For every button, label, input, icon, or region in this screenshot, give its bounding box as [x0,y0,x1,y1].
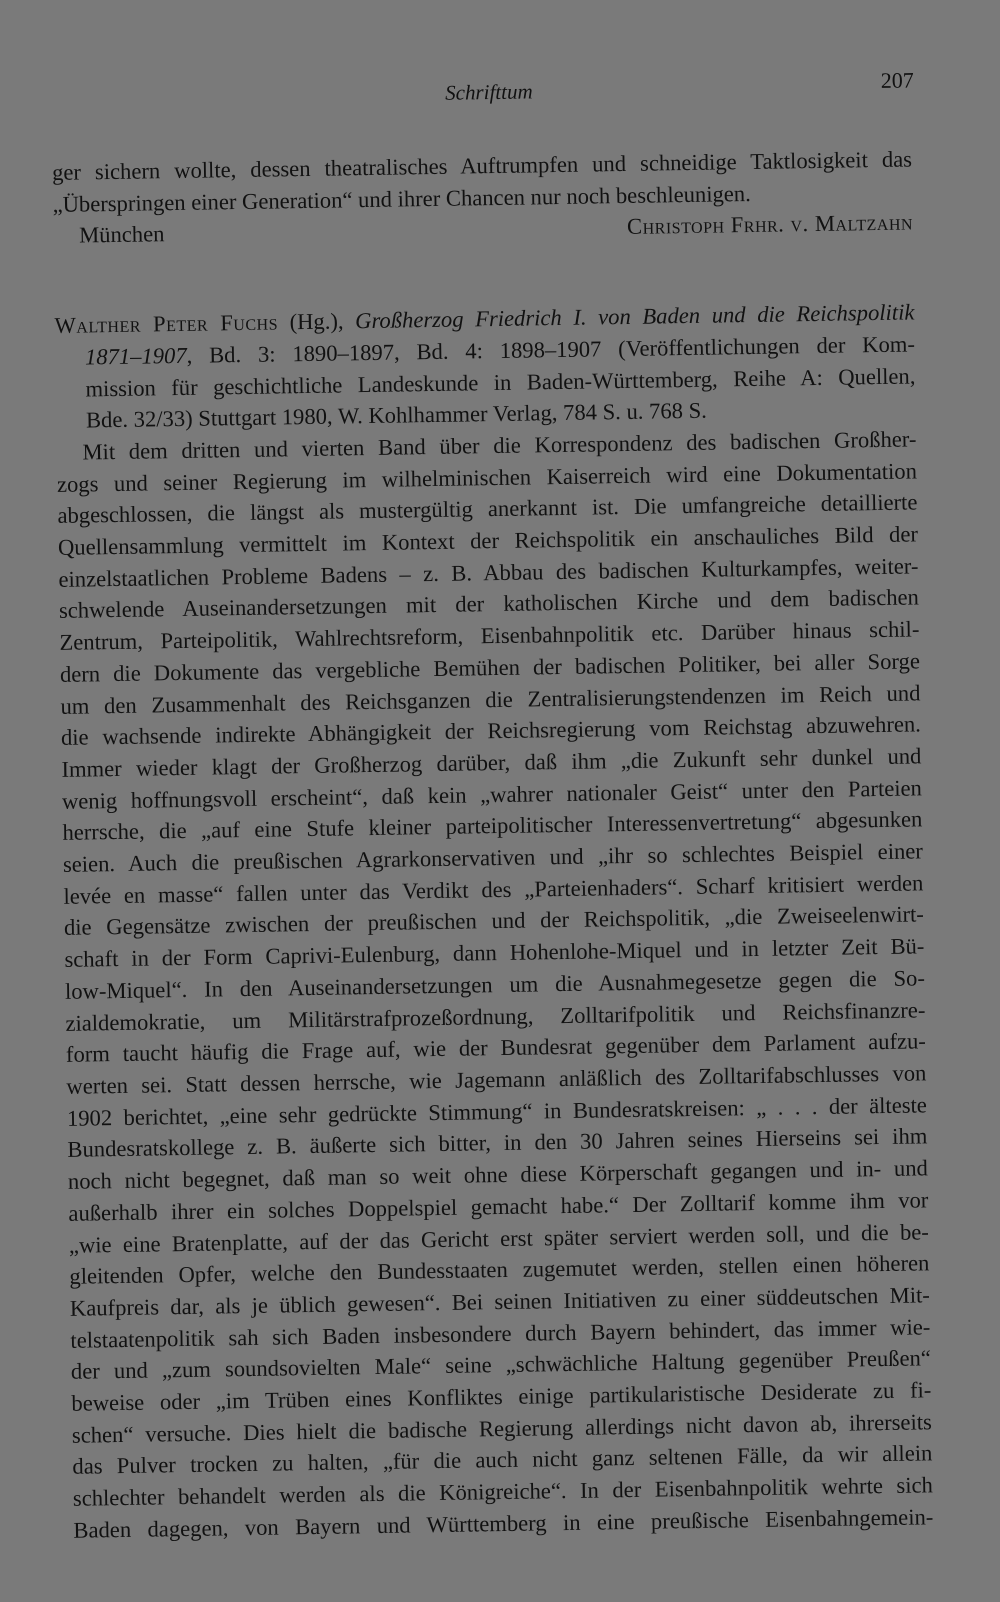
citation-title-years: 1871–1907 [84,342,187,370]
paragraph-line: das Pulver trocken zu halten, „für die auch nicht ganz seltenen Fälle, da wir allein [72,1440,933,1480]
paragraph-line: abgeschlossen, die längst als mustergültig anerkannt ist. Die umfangreiche detaillierte [57,489,918,529]
paragraph-line: um den Zusammenhalt des Reichsganzen die Zentralisierungstendenzen im Reich und [60,679,921,719]
page-number: 207 [880,67,914,93]
paragraph-line: Zentrum, Parteipolitik, Wahlrechtsreform, Eisenbahnpolitik etc. Darüber hinaus schil- [59,616,920,656]
citation [54,297,916,437]
paragraph-line: dern die Dokumente das vergebliche Bemühen der badischen Politiker, bei aller Sorge [59,648,921,687]
paragraph-line: beweise oder „im Trüben eines Konfliktes einige partikularistische Desiderate zu fi- [71,1377,932,1416]
paragraph-line: der und „zum soundsovielten Male“ seine „schwächliche Haltung gegenüber Preußen“ [70,1345,932,1385]
review-end-line: ger sichern wollte, dessen theatralisches Auftrumpfen und schneidige Taktlosigkeit das [51,146,913,185]
paragraph-line: noch nicht begegnet, daß man so weit ohne diese Körperschaft gegangen und in- und [67,1155,929,1194]
citation-author: Walther Peter Fuchs [54,309,279,339]
paragraph-line: Kaufpreis dar, als je üblich gewesen“. Bei seinen Initiativen zu einer süddeutschen Mit- [69,1282,931,1321]
paragraph-line: Quellensammlung vermittelt im Kontext der Reichspolitik ein anschauliches Bild der [57,521,919,560]
paragraph-line: 1902 berichtet, „eine sehr gedrückte Stimmung“ in Bundesratskreisen: „ . . . der älteste [66,1092,928,1131]
paragraph-line: low-Miquel“. In den Auseinandersetzungen um die Ausnahmegesetze gegen die So- [64,965,926,1004]
paragraph-line: schlechter behandelt werden als die Königreiche“. In der Eisenbahnpolitik wehrte sich [72,1472,934,1511]
paragraph-line: die Gegensätze zwischen der preußischen und der Reichspolitik, „die Zweiseelenwirt- [63,901,925,941]
paragraph-line: außerhalb ihrer ein solches Doppelspiel gemacht habe.“ Der Zolltarif komme ihm vor [68,1187,929,1226]
citation-editor-note: (Hg.), [277,308,356,335]
paragraph-line: seien. Auch die preußischen Agrarkonservativen und „ihr so schlechtes Beispiel einer [62,838,924,877]
paragraph-line: zialdemokratie, um Militärstrafprozeßordnung, Zolltarifpolitik und Reichsfinanzre- [65,996,926,1036]
paragraph-line: „wie eine Bratenplatte, auf der das Gericht erst später serviert werden soll, und die be- [68,1218,930,1258]
paragraph-line: einzelstaatlichen Probleme Badens – z. B. Abbau des badischen Kulturkampfes, weiter- [58,553,919,592]
paragraph-line: schwelende Auseinandersetzungen mit der katholischen Kirche und dem badischen [58,584,920,624]
signature-place: München [78,221,165,248]
paragraph-line: die wachsende indirekte Abhängigkeit der Reichsregierung vom Reichstag abzuwehren. [60,711,922,751]
review-end-line: „Überspringen einer Generation“ und ihrer Chancen nur noch beschleunigen. [52,180,751,217]
citation-line: Bde. 32/33) Stuttgart 1980, W. Kohlhammer Verlag, 784 S. u. 768 S. [85,397,707,433]
paragraph-line: Immer wieder klagt der Großherzog darüber, daß ihm „die Zukunft sehr dunkel und [61,743,922,782]
citation-title: Großherzog Friedrich I. von Baden und die Reichspolitik [354,299,915,334]
reviewer-name: Christoph Frhr. v. Maltzahn [626,209,914,240]
citation-line: mission für geschichtliche Landeskunde in Baden-Württemberg, Reihe A: Quellen, [85,362,916,401]
paragraph-line: herrsche, die „auf eine Stufe kleiner parteipolitischer Interessenvertretung“ abgesunken [62,806,923,846]
paragraph-line: Mit dem dritten und vierten Band über die Korrespondenz des badischen Großher- [82,426,917,465]
paragraph-line: gleitenden Opfer, welche den Bundesstaaten zugemutet werden, stellen einen höheren [69,1250,930,1290]
paragraph-line: schaft in der Form Caprivi-Eulenburg, dann Hohenlohe-Miquel und in letzter Zeit Bü- [64,933,925,973]
paragraph-line: schen“ versuche. Dies hielt die badische Regierung allerdings nicht davon ab, ihrerseits [71,1409,933,1448]
running-head: Schrifttum [444,79,533,105]
paragraph-line: werten sei. Statt dessen herrsche, wie Jagemann anläßlich des Zolltarifabschlusses von [66,1060,927,1099]
citation-volumes: , Bd. 3: 1890–1897, Bd. 4: 1898–1907 (Veröffentlichungen der Kom- [186,331,916,368]
body-text [52,143,934,1546]
paragraph-line: zogs und seiner Regierung im wilhelminischen Kaiserreich wird eine Dokumentation [56,458,918,497]
paragraph-line: levée en masse“ fallen unter das Verdikt des „Parteienhaders“. Scharf kritisiert werden [63,870,924,909]
paragraph-line: wenig hoffnungsvoll erscheint“, daß kein „wahrer nationaler Geist“ unter den Parteien [61,775,923,814]
paragraph-line: Baden dagegen, von Bayern und Württemberg in eine preußische Eisenbahngemein- [73,1504,934,1543]
paragraph-line: form taucht häufig die Frage auf, wie der Bundesrat gegenüber dem Parlament aufzu- [65,1028,927,1068]
paragraph-line: Bundesratskollege z. B. äußerte sich bitter, in den 30 Jahren seines Hierseins sei ihm [67,1123,928,1163]
review-body [56,423,933,1546]
paragraph-line: telstaatenpolitik sah sich Baden insbesondere durch Bayern behindert, das immer wie- [70,1313,931,1353]
